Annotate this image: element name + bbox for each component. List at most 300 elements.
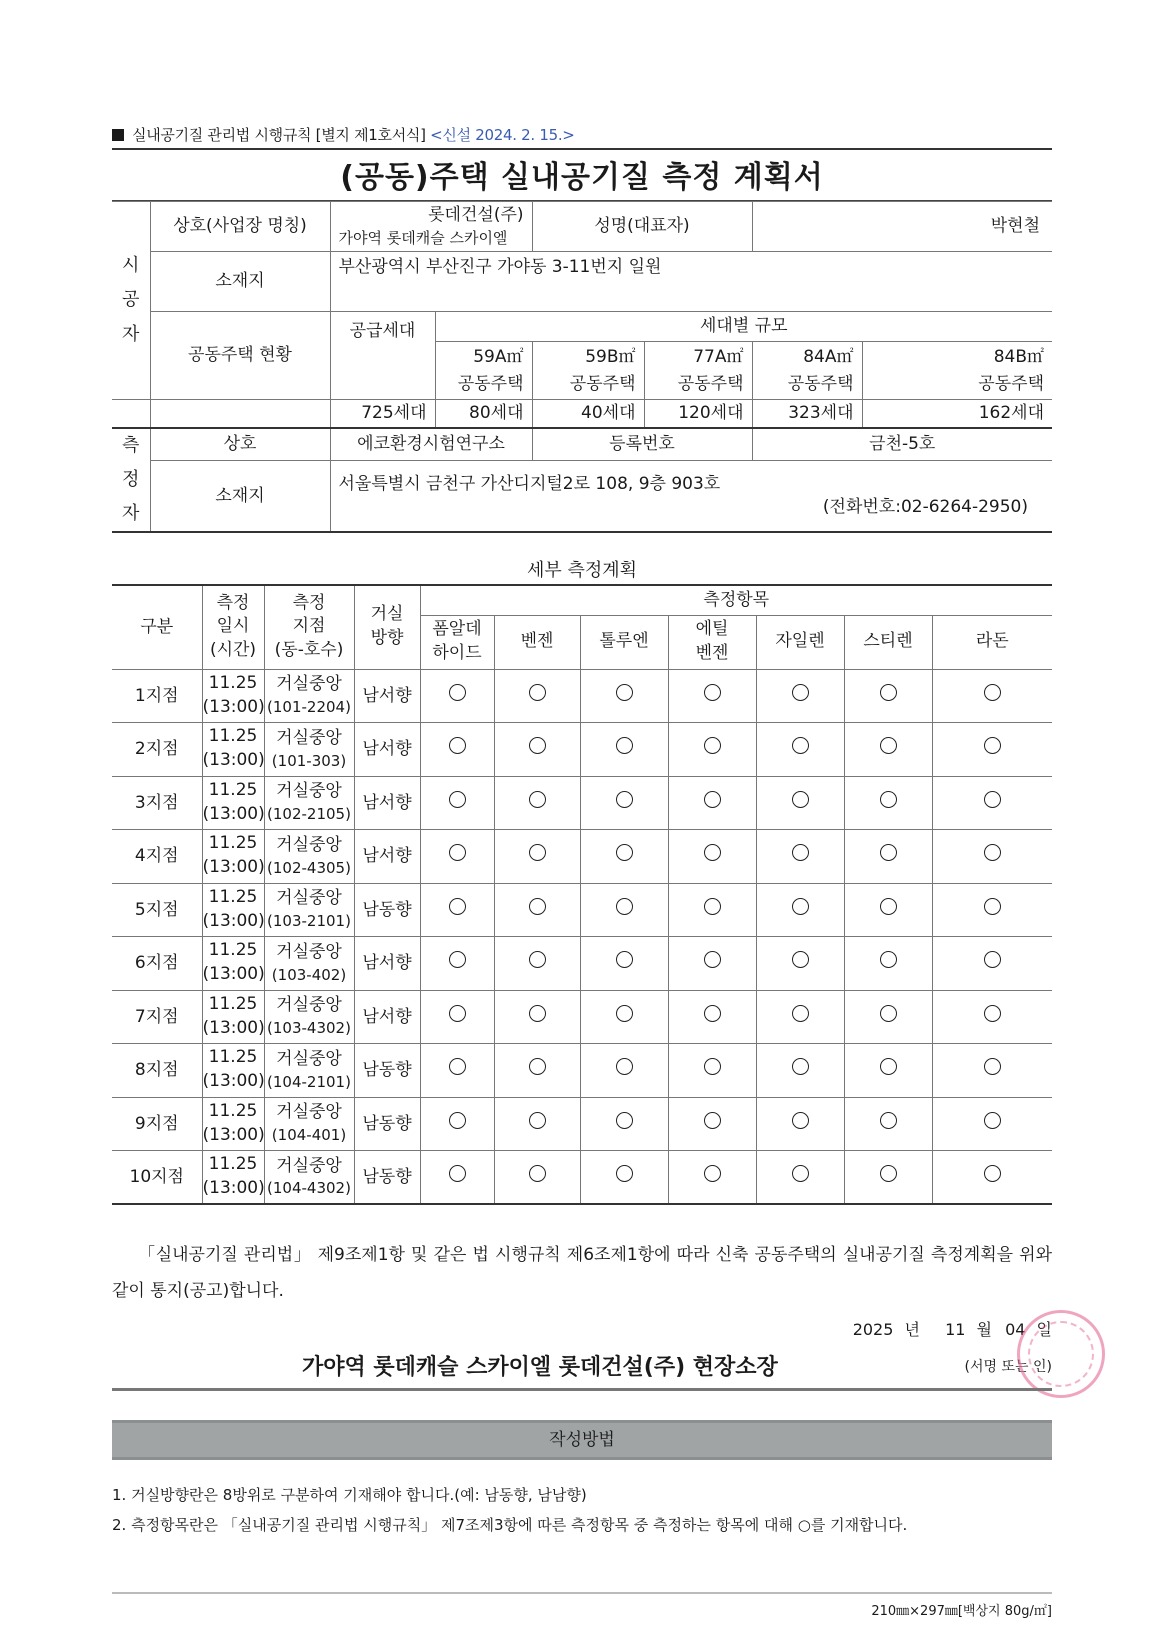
- measure-unit: (101-2204): [267, 698, 351, 717]
- unit-type: 84A㎡: [803, 347, 854, 368]
- form-reference: [112, 124, 575, 145]
- direction: 남서향: [362, 1006, 412, 1027]
- cell-item-check: [580, 723, 668, 777]
- cell-item-check: [668, 723, 756, 777]
- measure-place: 거실중앙: [276, 727, 342, 748]
- scale-label: 세대별 규모: [435, 312, 1052, 342]
- group-char: 공: [122, 289, 140, 311]
- measure-place: 거실중앙: [276, 941, 342, 962]
- check-circle-icon: [792, 791, 809, 808]
- detail-header-row: [112, 585, 1052, 615]
- cell-datetime: [202, 937, 264, 991]
- cell-point: [264, 723, 354, 777]
- group-char: 자: [122, 323, 140, 345]
- check-circle-icon: [529, 1058, 546, 1075]
- cell-item-check: [932, 990, 1052, 1044]
- cell-point: [264, 830, 354, 884]
- cell-category: [112, 883, 202, 937]
- check-circle-icon: [529, 1165, 546, 1182]
- measure-time: (13:00): [202, 750, 265, 771]
- check-circle-icon: [880, 1005, 897, 1022]
- measure-time: (13:00): [202, 1178, 265, 1198]
- measure-time: (13:00): [202, 1071, 265, 1092]
- cell-item-check: [756, 669, 844, 723]
- check-circle-icon: [449, 737, 466, 754]
- direction: 남동향: [362, 1060, 412, 1081]
- header-item: [932, 615, 1052, 669]
- direction: 남동향: [362, 899, 412, 920]
- table-row: [112, 830, 1052, 884]
- measure-place: 거실중앙: [276, 834, 342, 855]
- direction: 남동향: [362, 1166, 412, 1187]
- cell-category: [112, 669, 202, 723]
- date-year: 2025: [852, 1320, 894, 1339]
- header-line: 지점: [292, 616, 326, 637]
- measure-unit: (102-4305): [267, 858, 351, 877]
- cell-point: [264, 883, 354, 937]
- date-month: 11: [945, 1320, 966, 1339]
- check-circle-icon: [529, 1112, 546, 1129]
- cell-item-check: [756, 1097, 844, 1151]
- check-circle-icon: [449, 1112, 466, 1129]
- cell-item-check: [580, 669, 668, 723]
- sign-hint: (서명 또는 인): [964, 1359, 1052, 1375]
- measure-unit: (103-2101): [267, 912, 351, 931]
- cell-datetime: [202, 1151, 264, 1205]
- measure-unit: (104-4302): [267, 1179, 351, 1198]
- unit-type-cell: [752, 342, 862, 400]
- direction: 남서향: [362, 953, 412, 974]
- measure-unit: (104-2101): [267, 1072, 351, 1091]
- point-name: 3지점: [134, 792, 179, 813]
- supply-value: 725세대: [330, 400, 435, 428]
- point-name: 1지점: [134, 685, 179, 706]
- check-circle-icon: [984, 844, 1001, 861]
- measure-date: 11.25: [208, 1047, 258, 1068]
- cell-item-check: [668, 990, 756, 1044]
- cell-direction: [354, 1097, 420, 1151]
- cell-point: [264, 1151, 354, 1205]
- square-bullet-icon: [112, 129, 124, 141]
- table-row: [112, 883, 1052, 937]
- check-circle-icon: [984, 1058, 1001, 1075]
- check-circle-icon: [880, 1058, 897, 1075]
- company-row: [112, 202, 1052, 252]
- direction: 남동향: [362, 1113, 412, 1134]
- blank-cell: [112, 400, 150, 428]
- cell-direction: [354, 1044, 420, 1098]
- check-circle-icon: [880, 737, 897, 754]
- unit-type: 84B㎡: [993, 347, 1044, 368]
- cell-datetime: [202, 723, 264, 777]
- measure-date: 11.25: [208, 1100, 258, 1121]
- check-circle-icon: [984, 898, 1001, 915]
- check-circle-icon: [529, 684, 546, 701]
- unit-kind: 공동주택: [457, 373, 524, 394]
- cell-item-check: [844, 990, 932, 1044]
- measure-date: 11.25: [208, 940, 258, 961]
- cell-direction: [354, 669, 420, 723]
- cell-category: [112, 723, 202, 777]
- bottom-divider: [112, 1592, 1052, 1594]
- location-value: 부산광역시 부산진구 가야동 3-11번지 일원: [330, 252, 1052, 312]
- cell-item-check: [420, 669, 494, 723]
- measurer-company-label: 상호: [150, 428, 330, 461]
- measure-time: (13:00): [202, 1124, 265, 1145]
- cell-item-check: [494, 990, 580, 1044]
- header-category: 구분: [112, 585, 202, 669]
- header-datetime: [202, 585, 264, 669]
- cell-datetime: [202, 830, 264, 884]
- cell-item-check: [494, 1151, 580, 1205]
- cell-item-check: [494, 937, 580, 991]
- info-table: [112, 201, 1052, 533]
- paper-spec: 210㎜×297㎜[백상지 80g/㎡]: [871, 1604, 1052, 1619]
- method-note: 2. 측정항목란은 「실내공기질 관리법 시행규칙」 제7조제3항에 따른 측정항목 중 측정하는 항목에 대해 ○를 기재합니다.: [112, 1516, 908, 1534]
- header-items-label: 측정항목: [420, 585, 1052, 615]
- location-row: [112, 252, 1052, 312]
- cell-direction: [354, 830, 420, 884]
- cell-point: [264, 1044, 354, 1098]
- cell-item-check: [494, 776, 580, 830]
- check-circle-icon: [984, 684, 1001, 701]
- point-name: 7지점: [134, 1006, 179, 1027]
- unit-kind: 공동주택: [569, 373, 636, 394]
- top-divider: [112, 148, 1052, 150]
- measure-date: 11.25: [208, 726, 258, 747]
- check-circle-icon: [529, 951, 546, 968]
- cell-item-check: [420, 830, 494, 884]
- group-char: 자: [122, 502, 140, 524]
- measurer-location-value: [330, 461, 1052, 532]
- header-item: [756, 615, 844, 669]
- check-circle-icon: [529, 791, 546, 808]
- check-circle-icon: [704, 1165, 721, 1182]
- measure-time: (13:00): [202, 857, 265, 878]
- check-circle-icon: [984, 737, 1001, 754]
- representative-label: 성명(대표자): [532, 202, 752, 252]
- header-item: [420, 615, 494, 669]
- cell-item-check: [756, 990, 844, 1044]
- cell-datetime: [202, 669, 264, 723]
- date-year-unit: 년: [904, 1320, 920, 1339]
- check-circle-icon: [792, 1112, 809, 1129]
- check-circle-icon: [449, 951, 466, 968]
- point-name: 9지점: [134, 1113, 179, 1134]
- cell-item-check: [668, 776, 756, 830]
- header-direction: [354, 585, 420, 669]
- check-circle-icon: [880, 951, 897, 968]
- measurer-location-label: 소재지: [150, 461, 330, 532]
- measurer-group-label: [112, 428, 150, 533]
- check-circle-icon: [616, 1005, 633, 1022]
- check-circle-icon: [704, 898, 721, 915]
- header-item: [494, 615, 580, 669]
- measure-time: (13:00): [202, 696, 265, 717]
- table-row: [112, 776, 1052, 830]
- cell-item-check: [844, 1151, 932, 1205]
- cell-item-check: [494, 669, 580, 723]
- signature-divider: [112, 1388, 1052, 1391]
- cell-item-check: [420, 723, 494, 777]
- cell-item-check: [668, 937, 756, 991]
- cell-item-check: [420, 1044, 494, 1098]
- check-circle-icon: [616, 1165, 633, 1182]
- direction: 남서향: [362, 739, 412, 760]
- cell-category: [112, 1044, 202, 1098]
- check-circle-icon: [984, 1005, 1001, 1022]
- check-circle-icon: [880, 1112, 897, 1129]
- unit-kind: 공동주택: [787, 373, 854, 394]
- cell-item-check: [494, 830, 580, 884]
- point-name: 10지점: [129, 1166, 184, 1187]
- cell-item-check: [932, 669, 1052, 723]
- measure-place: 거실중앙: [276, 781, 342, 802]
- cell-item-check: [494, 1097, 580, 1151]
- measure-unit: (104-401): [271, 1126, 347, 1145]
- header-line: 거실: [370, 604, 404, 625]
- header-line: 방향: [370, 628, 404, 649]
- measurer-company-value: 에코환경시험연구소: [330, 428, 532, 461]
- check-circle-icon: [616, 737, 633, 754]
- check-circle-icon: [449, 1005, 466, 1022]
- table-row: [112, 669, 1052, 723]
- cell-item-check: [932, 1151, 1052, 1205]
- header-line: 일시: [216, 616, 250, 637]
- cell-direction: [354, 1151, 420, 1205]
- measure-time: (13:00): [202, 910, 265, 931]
- method-notes: [112, 1480, 1052, 1540]
- check-circle-icon: [880, 844, 897, 861]
- check-circle-icon: [616, 951, 633, 968]
- cell-item-check: [580, 883, 668, 937]
- check-circle-icon: [880, 684, 897, 701]
- check-circle-icon: [449, 1058, 466, 1075]
- measure-date: 11.25: [208, 886, 258, 907]
- unit-type-cell: [435, 342, 532, 400]
- company-line1: 롯데건설(주): [428, 205, 524, 226]
- cell-item-check: [494, 1044, 580, 1098]
- measure-place: 거실중앙: [276, 1155, 342, 1176]
- table-row: [112, 937, 1052, 991]
- cell-item-check: [844, 830, 932, 884]
- cell-point: [264, 990, 354, 1044]
- table-row: [112, 723, 1052, 777]
- measure-time: (13:00): [202, 964, 265, 985]
- header-item: [580, 615, 668, 669]
- cell-datetime: [202, 883, 264, 937]
- unit-count-row: [112, 400, 1052, 428]
- measure-unit: (102-2105): [267, 805, 351, 824]
- measure-place: 거실중앙: [276, 888, 342, 909]
- check-circle-icon: [792, 844, 809, 861]
- table-row: [112, 990, 1052, 1044]
- cell-item-check: [494, 723, 580, 777]
- group-char: 측: [122, 434, 140, 456]
- check-circle-icon: [529, 844, 546, 861]
- measurer-phone: (전화번호:02-6264-2950): [822, 497, 1028, 518]
- detail-table: [112, 584, 1052, 1205]
- measurer-address: 서울특별시 금천구 가산디지털2로 108, 9층 903호: [338, 474, 721, 495]
- check-circle-icon: [880, 898, 897, 915]
- form-reference-text: 실내공기질 관리법 시행규칙 [별지 제1호서식]: [132, 126, 426, 144]
- measure-place: 거실중앙: [276, 995, 342, 1016]
- measure-date: 11.25: [208, 672, 258, 693]
- header-item-line: 하이드: [432, 643, 482, 663]
- check-circle-icon: [704, 844, 721, 861]
- check-circle-icon: [792, 1058, 809, 1075]
- cell-category: [112, 937, 202, 991]
- check-circle-icon: [704, 684, 721, 701]
- cell-item-check: [756, 1044, 844, 1098]
- check-circle-icon: [449, 684, 466, 701]
- check-circle-icon: [704, 1058, 721, 1075]
- measure-date: 11.25: [208, 1154, 258, 1175]
- check-circle-icon: [984, 951, 1001, 968]
- direction: 남서향: [362, 685, 412, 706]
- check-circle-icon: [616, 898, 633, 915]
- header-item-line: 폼알데: [432, 619, 482, 640]
- header-item-line: 라돈: [975, 631, 1009, 652]
- cell-item-check: [668, 669, 756, 723]
- cell-point: [264, 776, 354, 830]
- cell-category: [112, 990, 202, 1044]
- check-circle-icon: [616, 684, 633, 701]
- check-circle-icon: [616, 1058, 633, 1075]
- point-name: 5지점: [134, 899, 179, 920]
- check-circle-icon: [792, 898, 809, 915]
- check-circle-icon: [529, 1005, 546, 1022]
- header-item: [668, 615, 756, 669]
- cell-category: [112, 830, 202, 884]
- unit-kind: 공동주택: [677, 373, 744, 394]
- cell-direction: [354, 883, 420, 937]
- cell-item-check: [756, 883, 844, 937]
- cell-item-check: [668, 883, 756, 937]
- group-char: 시: [122, 255, 140, 277]
- notice-paragraph: [112, 1237, 1052, 1309]
- cell-item-check: [494, 883, 580, 937]
- cell-item-check: [932, 723, 1052, 777]
- check-circle-icon: [449, 898, 466, 915]
- registration-label: 등록번호: [532, 428, 752, 461]
- measure-time: (13:00): [202, 1017, 265, 1038]
- unit-count: 80세대: [435, 400, 532, 428]
- unit-kind: 공동주택: [978, 373, 1044, 394]
- header-item: [844, 615, 932, 669]
- cell-category: [112, 1151, 202, 1205]
- cell-item-check: [580, 1151, 668, 1205]
- cell-item-check: [932, 1044, 1052, 1098]
- check-circle-icon: [704, 1005, 721, 1022]
- cell-item-check: [580, 830, 668, 884]
- cell-direction: [354, 937, 420, 991]
- cell-item-check: [420, 990, 494, 1044]
- cell-item-check: [420, 937, 494, 991]
- unit-type: 59B㎡: [585, 347, 636, 368]
- measure-place: 거실중앙: [276, 1102, 342, 1123]
- table-row: [112, 1097, 1052, 1151]
- company-line2: 가야역 롯데캐슬 스카이엘: [338, 228, 508, 247]
- cell-datetime: [202, 990, 264, 1044]
- check-circle-icon: [880, 791, 897, 808]
- measure-date: 11.25: [208, 833, 258, 854]
- cell-direction: [354, 776, 420, 830]
- cell-item-check: [844, 883, 932, 937]
- housing-label: 공동주택 현황: [150, 312, 330, 400]
- cell-item-check: [756, 723, 844, 777]
- header-line: (동-호수): [274, 640, 344, 661]
- table-row: [112, 1044, 1052, 1098]
- cell-item-check: [756, 937, 844, 991]
- unit-type: 59A㎡: [473, 347, 524, 368]
- registration-value: 금천-5호: [752, 428, 1052, 461]
- check-circle-icon: [792, 1165, 809, 1182]
- cell-item-check: [668, 1097, 756, 1151]
- point-name: 4지점: [134, 846, 179, 867]
- header-item-line: 벤젠: [520, 631, 554, 652]
- group-char: 정: [122, 468, 140, 490]
- page-title: (공동)주택 실내공기질 측정 계획서: [340, 160, 824, 195]
- cell-item-check: [668, 830, 756, 884]
- method-header: 작성방법: [112, 1420, 1052, 1460]
- cell-item-check: [420, 1151, 494, 1205]
- cell-item-check: [844, 937, 932, 991]
- unit-count: 323세대: [752, 400, 862, 428]
- constructor-group-label: [112, 202, 150, 400]
- measure-unit: (101-303): [271, 751, 347, 770]
- company-value: [330, 202, 532, 252]
- check-circle-icon: [529, 737, 546, 754]
- cell-point: [264, 1097, 354, 1151]
- measure-unit: (103-4302): [267, 1019, 351, 1038]
- cell-item-check: [580, 1097, 668, 1151]
- cell-item-check: [580, 937, 668, 991]
- cell-item-check: [420, 883, 494, 937]
- cell-item-check: [844, 1044, 932, 1098]
- header-point: [264, 585, 354, 669]
- cell-item-check: [932, 937, 1052, 991]
- form-reference-date: <신설 2024. 2. 15.>: [430, 126, 575, 144]
- cell-point: [264, 937, 354, 991]
- measure-date: 11.25: [208, 993, 258, 1014]
- cell-category: [112, 1097, 202, 1151]
- direction: 남서향: [362, 846, 412, 867]
- check-circle-icon: [449, 844, 466, 861]
- check-circle-icon: [704, 951, 721, 968]
- date-day: 04: [1005, 1320, 1026, 1339]
- unit-type-cell: [532, 342, 644, 400]
- point-name: 8지점: [134, 1060, 179, 1081]
- check-circle-icon: [984, 1112, 1001, 1129]
- cell-item-check: [580, 1044, 668, 1098]
- unit-type-cell: [862, 342, 1052, 400]
- header-item-line: 에틸: [695, 619, 729, 640]
- date-day-unit: 일: [1036, 1320, 1052, 1339]
- header-line: 측정: [292, 592, 326, 613]
- detail-section-title: 세부 측정계획: [526, 560, 638, 581]
- cell-item-check: [932, 776, 1052, 830]
- check-circle-icon: [449, 1165, 466, 1182]
- cell-item-check: [668, 1151, 756, 1205]
- cell-direction: [354, 990, 420, 1044]
- measure-time: (13:00): [202, 803, 265, 824]
- cell-datetime: [202, 776, 264, 830]
- cell-item-check: [844, 669, 932, 723]
- check-circle-icon: [616, 791, 633, 808]
- cell-item-check: [932, 1097, 1052, 1151]
- point-name: 6지점: [134, 953, 179, 974]
